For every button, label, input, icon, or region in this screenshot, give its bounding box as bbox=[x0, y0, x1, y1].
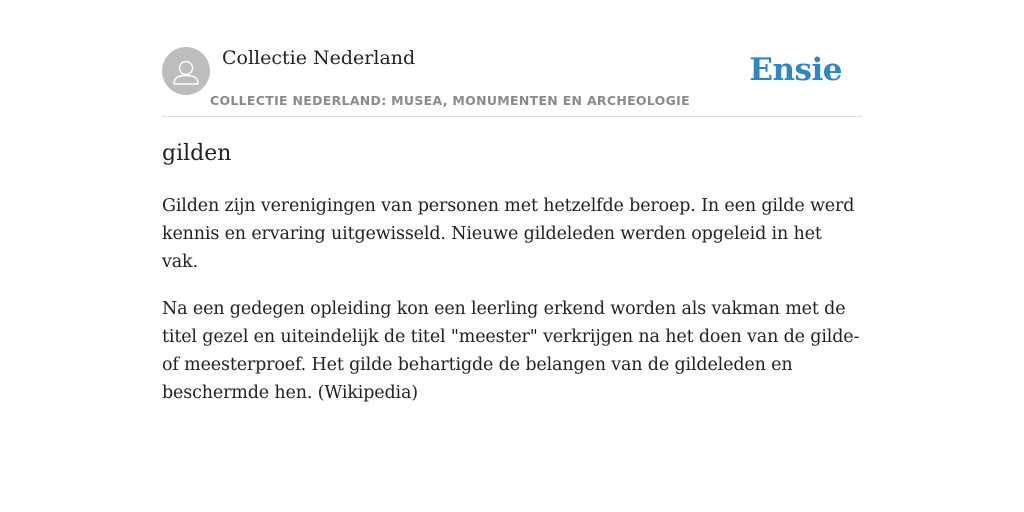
ensie-logo[interactable]: Ensie bbox=[749, 52, 842, 88]
author-avatar[interactable] bbox=[162, 47, 210, 95]
entry-paragraph: Gilden zijn verenigingen van personen met hetzelfde beroep. In een gilde werd kennis en ervaring uitgewisseld. Nieuwe gildeleden werden opgeleid in het vak. bbox=[162, 196, 855, 272]
user-icon bbox=[162, 47, 210, 95]
author-subtitle: COLLECTIE NEDERLAND: MUSEA, MONUMENTEN EN ARCHEOLOGIE bbox=[210, 93, 690, 108]
entry-paragraph: Na een gedegen opleiding kon een leerling erkend worden als vakman met de titel gezel en uiteindelijk de titel "meester" verkrijgen na het doen van de gilde- of meesterproef. Het gilde behartigde de belangen van de gildeleden en beschermde hen. (Wikipedia) bbox=[162, 299, 860, 403]
entry-title: gilden bbox=[162, 141, 232, 166]
entry-header bbox=[162, 46, 862, 117]
author-name[interactable]: Collectie Nederland bbox=[222, 47, 416, 69]
entry-body bbox=[162, 192, 862, 426]
